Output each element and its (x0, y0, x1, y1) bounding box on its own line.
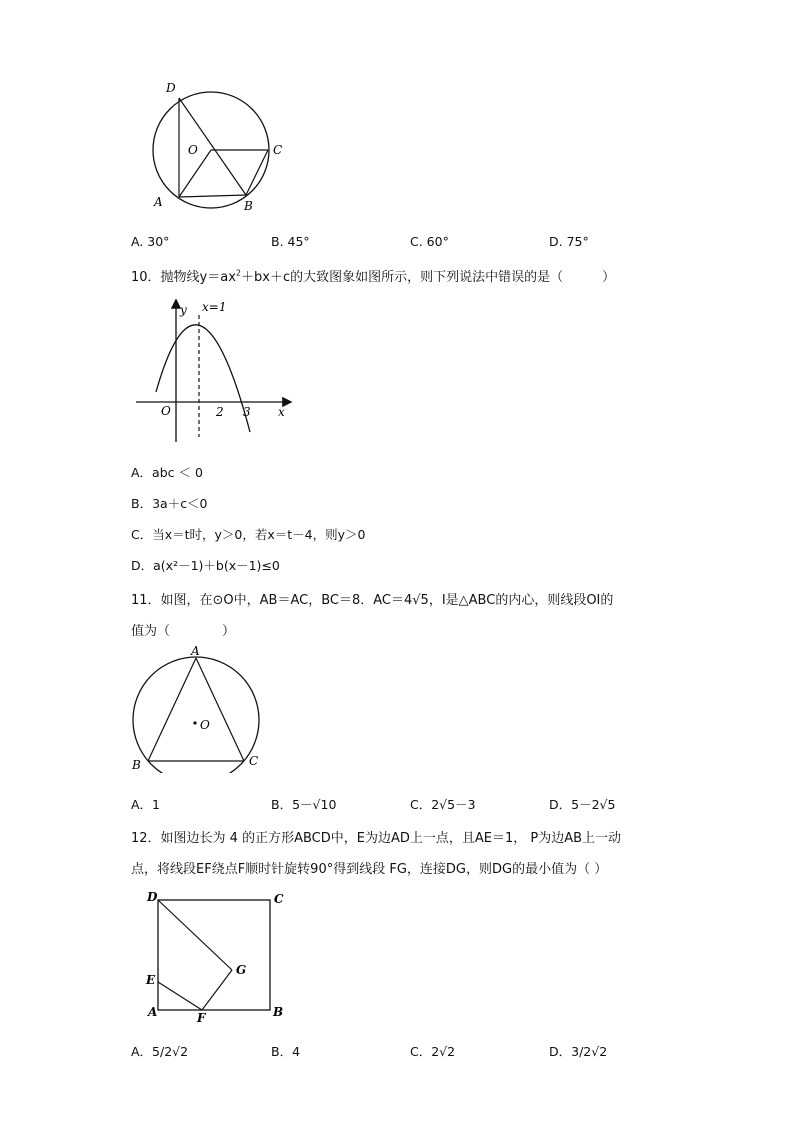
q10-label-x-eq: x=1 (202, 300, 227, 314)
q12-label-b: B (273, 1005, 284, 1019)
q9-option-a[interactable]: A. 30° (131, 234, 170, 249)
q9-label-a: A (154, 195, 163, 209)
q10-stem-sup: 2 (235, 268, 241, 278)
q11-option-d[interactable]: D．5－2√5 (549, 797, 616, 812)
q12-stem-line1: 12．如图边长为 4 的正方形ABCD中，E为边AD上一点，且AE＝1， P为边AB上一动 (131, 831, 622, 846)
q9-label-o: O (188, 143, 198, 157)
q11-side-ac (196, 658, 244, 761)
q10-label-y: y (180, 303, 187, 317)
q10-option-c[interactable]: C．当x＝t时，y＞0，若x＝t－4，则y＞0 (131, 527, 366, 542)
q10-stem-suffix: ＋bx＋c的大致图象如图所示，则下列说法中错误的是（ ） (241, 270, 616, 285)
q9-label-d: D (166, 81, 176, 95)
q11-stem-line1: 11．如图，在⊙O中，AB＝AC，BC＝8．AC＝4√5，I是△ABC的内心，则线段OI的 (131, 593, 614, 608)
q11-label-o: O (200, 718, 210, 732)
q11-stem-line2: 值为（ ） (131, 624, 236, 639)
q12-label-f: F (197, 1011, 206, 1025)
q9-option-b[interactable]: B. 45° (271, 234, 310, 249)
q11-option-a[interactable]: A．1 (131, 797, 161, 812)
q9-label-b: B (244, 199, 253, 213)
q12-option-a[interactable]: A．5/2√2 (131, 1044, 189, 1059)
q12-stem-line2: 点，将线段EF绕点F顺时针旋转90°得到线段 FG，连接DG，则DG的最小值为（ ） (131, 862, 608, 877)
q10-label-3: 3 (243, 405, 251, 419)
q12-option-c[interactable]: C．2√2 (410, 1044, 456, 1059)
q11-circle-figure (128, 643, 278, 773)
q10-option-b[interactable]: B．3a＋c＜0 (131, 496, 208, 511)
q11-side-ab (148, 658, 196, 761)
q11-circle (133, 657, 259, 773)
q11-option-c[interactable]: C．2√5－3 (410, 797, 476, 812)
q11-center-dot (193, 721, 196, 724)
q10-stem (131, 266, 615, 285)
q10-label-2: 2 (216, 405, 224, 419)
q9-line-ab (179, 195, 246, 197)
q12-label-a: A (148, 1005, 158, 1019)
q11-label-b: B (132, 758, 141, 772)
q12-line-dg (158, 900, 232, 970)
q10-label-o: O (161, 404, 171, 418)
q10-label-x: x (278, 405, 285, 419)
q10-stem-prefix: 10．抛物线y＝ax (131, 270, 236, 285)
q9-line-oa (179, 150, 211, 197)
q9-options (131, 234, 691, 252)
q11-label-a: A (191, 644, 200, 658)
q12-label-e: E (146, 973, 156, 987)
q9-option-d[interactable]: D. 75° (549, 234, 589, 249)
q11-label-c: C (249, 754, 259, 768)
q10-option-d[interactable]: D．a(x²－1)＋b(x－1)≤0 (131, 558, 280, 573)
q9-label-c: C (273, 143, 283, 157)
q9-option-c[interactable]: C. 60° (410, 234, 449, 249)
q10-option-a[interactable]: A．abc ＜ 0 (131, 465, 203, 480)
q10-parabola-figure (130, 295, 300, 445)
q9-circle-figure (140, 72, 300, 217)
q12-line-fg (202, 970, 232, 1010)
q12-label-g: G (236, 963, 247, 977)
q12-options (131, 1042, 691, 1060)
q11-option-b[interactable]: B．5－√10 (271, 797, 337, 812)
q12-label-d: D (147, 890, 158, 904)
q12-label-c: C (274, 892, 284, 906)
q12-option-d[interactable]: D．3/2√2 (549, 1044, 608, 1059)
q11-options (131, 795, 691, 813)
q12-line-ef (158, 982, 202, 1010)
q12-option-b[interactable]: B．4 (271, 1044, 301, 1059)
q12-square-figure (140, 888, 290, 1028)
